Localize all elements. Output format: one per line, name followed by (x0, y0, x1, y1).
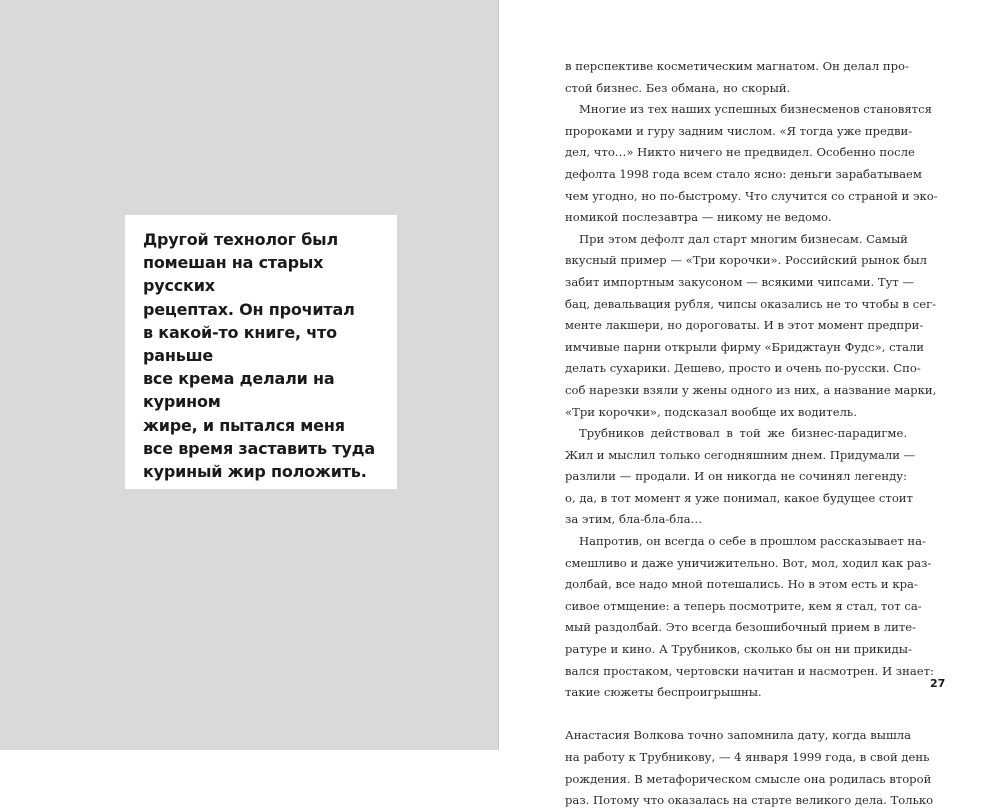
pull-quote-line: куриный жир положить. (143, 462, 367, 482)
text-line: Жил и мыслил только сегодняшним днем. Придумали — (565, 447, 916, 462)
pull-quote-line: Другой технолог был (143, 230, 338, 249)
text-line: раз. Потому что оказалась на старте великого дела. Только (565, 793, 934, 808)
pull-quote (143, 228, 387, 483)
text-line: о, да, в тот момент я уже понимал, какое будущее стоит (565, 490, 913, 505)
text-line: пророками и гуру задним числом. «Я тогда уже предви- (565, 123, 913, 138)
text-line: стой бизнес. Без обмана, но скорый. (565, 80, 791, 95)
paragraph-5 (565, 531, 934, 704)
text-line: в перспективе косметическим магнатом. Он делал про- (565, 59, 909, 73)
text-line: Многие из тех наших успешных бизнесменов становятся (579, 102, 932, 117)
text-line: дел, что…» Никто ничего не предвидел. Особенно после (565, 145, 915, 160)
text-line: мый раздолбай. Это всегда безошибочный прием в лите- (565, 620, 917, 635)
text-line: ратуре и кино. А Трубников, сколько бы он ни прикиды- (565, 642, 912, 657)
text-line: Анастасия Волкова точно запомнила дату, когда вышла (565, 728, 912, 743)
text-line: вался простаком, чертовски начитан и насмотрен. И знает: (565, 663, 934, 678)
text-line: менте лакшери, но дороговаты. И в этот момент предпри- (565, 318, 924, 333)
text-line: бац, девальвация рубля, чипсы оказались не то чтобы в сег- (565, 296, 937, 311)
text-line: смешливо и даже уничижительно. Вот, мол, ходил как раз- (565, 555, 932, 570)
pull-quote-line: все время заставить туда (143, 438, 375, 458)
text-line: Напротив, он всегда о себе в прошлом рассказывает на- (579, 534, 926, 549)
section-break (565, 704, 907, 726)
text-line: рождения. В метафорическом смысле она родилась второй (565, 771, 932, 786)
text-line: такие сюжеты беспроигрышны. (565, 685, 762, 700)
left-page (0, 0, 498, 750)
paragraph-3 (565, 229, 937, 423)
text-line: имчивые парни открыли фирму «Бриджтаун Фудс», стали (565, 339, 925, 354)
page-number: 27 (930, 677, 946, 690)
pull-quote-line: в какой-то книге, что раньше (143, 322, 337, 366)
pull-quote-line: жире, и пытался меня (143, 415, 345, 435)
text-line: номикой послезавтра — никому не ведомо. (565, 210, 832, 225)
text-line: сивое отмщение: а теперь посмотрите, кем я стал, тот са- (565, 598, 922, 613)
text-line: Трубников действовал в той же бизнес-парадигме. (579, 426, 907, 441)
text-line: долбай, все надо мной потешались. Но в этом есть и кра- (565, 577, 918, 592)
text-line: за этим, бла-бла-бла… (565, 512, 703, 527)
text-line: соб нарезки взяли у жены одного из них, а название марки, (565, 382, 937, 397)
paragraph-6 (565, 725, 934, 811)
text-line: чем угодно, но по-быстрому. Что случится со страной и эко- (565, 188, 938, 203)
text-line: делать сухарики. Дешево, просто и очень по-русски. Спо- (565, 361, 921, 376)
pull-quote-line: все крема делали на курином (143, 369, 335, 412)
pull-quote-line: рецептах. Он прочитал (143, 299, 355, 319)
text-line: «Три корочки», подсказал вообще их водитель. (565, 404, 857, 419)
paragraph-4 (565, 423, 916, 531)
text-line: разлили — продали. И он никогда не сочинял легенду: (565, 469, 907, 484)
text-line: на работу к Трубникову, — 4 января 1999 года, в свой день (565, 750, 930, 764)
text-line: При этом дефолт дал старт многим бизнесам. Самый (579, 231, 908, 246)
text-line: дефолта 1998 года всем стало ясно: деньги зарабатываем (565, 166, 922, 181)
paragraph-2 (565, 99, 938, 229)
text-line: вкусный пример — «Три корочки». Российский рынок был (565, 253, 927, 268)
text-line: забит импортным закусоном — всякими чипсами. Тут — (565, 274, 915, 289)
pull-quote-line: помешан на старых русских (143, 253, 324, 296)
pull-quote-box (125, 215, 397, 489)
paragraph-1 (565, 56, 907, 99)
